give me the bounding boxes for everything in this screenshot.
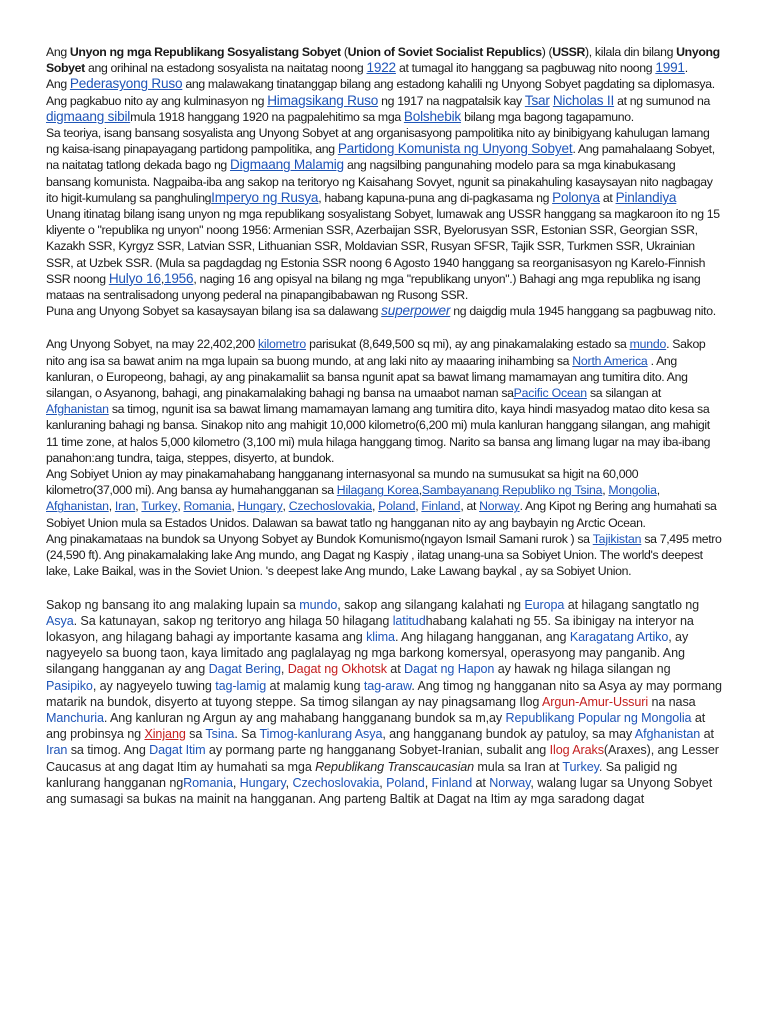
link-manchuria[interactable]: Manchuria: [46, 710, 104, 725]
text: ,: [372, 499, 379, 514]
link-dagat-ng-okhotsk[interactable]: Dagat ng Okhotsk: [287, 662, 387, 677]
paragraph-geography: [46, 336, 722, 466]
link-mundo[interactable]: mundo: [629, 337, 667, 352]
text: , habang kapuna-puna ang di-pagkasama ng: [318, 190, 553, 205]
link-poland[interactable]: Poland: [386, 775, 425, 790]
link-digmaang-sibil[interactable]: digmaang sibil: [46, 108, 131, 124]
link-himagsikang-ruso[interactable]: Himagsikang Ruso: [267, 92, 379, 108]
link-polonya[interactable]: Polonya: [552, 189, 600, 205]
link-czechoslovakia[interactable]: Czechoslovakia: [288, 499, 373, 514]
link-tsar[interactable]: Tsar: [524, 92, 550, 108]
text: ,: [379, 775, 387, 790]
link-superpower[interactable]: superpower: [381, 303, 451, 319]
link-bolshebik[interactable]: Bolshebik: [403, 108, 462, 124]
italic-term: Republikang Transcaucasian: [315, 759, 475, 774]
text: habang kalahati ng 55. Sa ibinigay na interyor na lokasyon, ang hilagang bahagi ay importante kasama ang: [46, 613, 694, 644]
link-asya[interactable]: Asya: [46, 613, 74, 628]
text: ,: [160, 271, 164, 286]
text: sa silangan at: [586, 386, 661, 401]
text: , walang lugar sa Unyong Sobyet ang sumasagi sa bukas na mainit na hangganan. Ang parteng Baltik at Dagat na Itim ay mga saradong dagat: [46, 775, 713, 806]
document-page: [46, 44, 722, 807]
paragraph-successor: [46, 76, 722, 125]
text: ,: [108, 499, 115, 514]
text: sa timog. Ang: [67, 743, 150, 758]
link-romania[interactable]: Romania: [183, 499, 232, 514]
link-latitud[interactable]: latitud: [392, 613, 426, 628]
text: ng daigdig mula 1945 hanggang sa pagbuwag nito.: [450, 304, 716, 319]
text: at tumagal ito hanggang sa pagbuwag nito noong: [395, 61, 656, 76]
link-kilometro[interactable]: kilometro: [257, 337, 307, 352]
link-timog-kanlurang-asya[interactable]: Timog-kanlurang Asya: [259, 727, 383, 742]
text: ,: [282, 499, 289, 514]
text: . Ang pamahalaang Sobyet, na naitatag tatlong dekada bago ng: [46, 142, 715, 173]
link-czechoslovakia[interactable]: Czechoslovakia: [292, 775, 380, 790]
text: . Sa: [234, 727, 260, 742]
link-imperyo-ng-rusya[interactable]: Imperyo ng Rusya: [211, 189, 319, 205]
text: , ang hangganang bundok ay patuloy, sa may: [382, 727, 635, 742]
link-hungary[interactable]: Hungary: [237, 499, 283, 514]
text: sa timog, ngunit isa sa bawat limang mamamayan lamang ang tumitira dito, kaya hindi masyadog matao dito kesa sa kanluraning bahagi ng bansa. Sinakop nito ang mahigit 10,000 kilometro(6,200 mi) mula kanluran hanggang silangan, ang mahigit 11 time zone, at halos 5,000 kilometro (3,100 mi) mula hilaga hanggang timog. Narito sa bansa ang limang lugar na may iba-ibang panahon:ang tundra, taiga, steppes, disyerto, at bundok.: [46, 402, 711, 465]
text: Puna ang Unyong Sobyet sa kasaysayan bilang isa sa dalawang: [46, 304, 382, 319]
link-poland[interactable]: Poland: [378, 499, 416, 514]
link-pederasyong-ruso[interactable]: Pederasyong Ruso: [69, 76, 183, 92]
link-partidong-komunista[interactable]: Partidong Komunista ng Unyong Sobyet: [337, 141, 573, 157]
paragraph-intro: [46, 44, 722, 76]
link-digmaang-malamig[interactable]: Digmaang Malamig: [229, 157, 344, 173]
link-hilagang-korea[interactable]: Hilagang Korea: [336, 483, 419, 498]
paragraph-gap: [46, 580, 722, 597]
link-tag-lamig[interactable]: tag-lamig: [215, 678, 267, 693]
text: (Araxes), ang Lesser Caucasus at ang dagat Itim ay humahati sa mga: [46, 743, 719, 774]
text: , naging 16 ang opisyal na bilang ng mga "republikang unyon".) Bahagi ang mga republika ng isang mataas na sentralisadong unyong pederal na pinapangibabawan ng Rusong SSR.: [46, 271, 701, 303]
link-tsina[interactable]: Sambayanang Republiko ng Tsina: [421, 483, 603, 498]
text: . Ang kanluran, o Europeong, bahagi, ay ang pinakamaliit sa bansa ngunit apat sa bawat limang mamamayan ang tumitira dito. Ang silangan, o Asyanong, bahagi, ang pinakamalaking bahagi ng bansa na umaabot naman sa: [46, 353, 688, 401]
text: ,: [602, 483, 609, 498]
text: , at: [460, 499, 480, 514]
text: . Ang timog ng hangganan nito sa Asya ay may pormang matarik na bundok, disyerto at tuyong steppe. Sa timog silangan ay nay pinagsamang Ilog: [46, 678, 722, 709]
text: ang orihinal na estadong sosyalista na naitatag noong: [84, 61, 367, 76]
link-turkey[interactable]: Turkey: [562, 759, 599, 774]
paragraph-mountains-lakes: [46, 531, 722, 580]
text: Ang pinakamataas na bundok sa Unyong Sobyet ay Bundok Komunismo(ngayon Ismail Samani rurok ) sa: [46, 531, 593, 546]
link-finland[interactable]: Finland: [421, 499, 461, 514]
text: sa 7,495 metro (24,590 ft). Ang pinakamalaking lake Ang mundo, ang Dagat ng Kaspiy , ilatag unang-una sa Sobiyet Union. The world's deepest lake, Lake Baikal, was in the Soviet Union. 's deepest lake Ang mundo, Lake Lawang baykal , ay sa Sobiyet Union.: [46, 531, 722, 579]
bold-term: Unyon ng mga Republikang Sosyalistang Sobyet: [69, 45, 341, 59]
link-mundo[interactable]: mundo: [299, 597, 338, 612]
text: at: [700, 727, 714, 742]
link-ilog-araks[interactable]: Ilog Araks: [549, 743, 604, 758]
link-iran[interactable]: Iran: [46, 743, 68, 758]
paragraph-borders: [46, 466, 722, 531]
text: na nasa: [648, 694, 696, 709]
paragraph-superpower: [46, 303, 722, 319]
link-norway[interactable]: Norway: [489, 775, 531, 790]
link-mongolia[interactable]: Mongolia: [608, 483, 657, 498]
text: Ang: [46, 77, 70, 92]
link-klima[interactable]: klima: [366, 629, 395, 644]
link-romania[interactable]: Romania: [183, 775, 233, 790]
link-xinjang[interactable]: Xinjang: [144, 727, 186, 742]
text: ang malawakang tinatanggap bilang ang estadong kahalili ng Unyong Sobyet pagdating sa diplomasya. Ang pagkabuo nito ay ang kulminasyon ng: [46, 77, 715, 108]
text: , sakop ang silangang kalahati ng: [337, 597, 525, 612]
link-republikang-popular-ng-mongolia[interactable]: Republikang Popular ng Mongolia: [505, 710, 692, 725]
text: Ang Sobiyet Union ay may pinakamahabang hangganang internasyonal sa mundo na sumusukat sa higit na 60,000 kilometro(37,000 mi). Ang bansa ay humahangganan sa: [46, 467, 639, 498]
text: ,: [418, 483, 422, 498]
link-hulyo-16[interactable]: Hulyo 16: [108, 270, 161, 286]
text: ay hawak ng hilaga silangan ng: [494, 662, 671, 677]
link-turkey[interactable]: Turkey: [141, 499, 178, 514]
text: at ng sumunod na: [614, 93, 710, 108]
bold-term: Unyong Sobyet: [46, 45, 720, 76]
text: ay pormang parte ng hangganang Sobyet-Iranian, subalit ang: [205, 743, 550, 758]
link-hungary[interactable]: Hungary: [239, 775, 286, 790]
text: .: [684, 61, 688, 76]
text: at: [472, 775, 490, 790]
link-north-america[interactable]: North America: [572, 353, 648, 368]
link-dagat-ng-hapon[interactable]: Dagat ng Hapon: [404, 662, 495, 677]
link-europa[interactable]: Europa: [524, 597, 565, 612]
text: ,: [656, 483, 660, 498]
text: . Ang kanluran ng Argun ay ang mahabang hangganang bundok sa m,ay: [103, 710, 506, 725]
link-finland[interactable]: Finland: [431, 775, 473, 790]
paragraph-gap: [46, 319, 722, 336]
text: , ay nagyeyelo sa buong taon, kaya limitado ang paglalayag ng mga barkong komersyal, operasyong may panganib. Ang silangang hangganan ay ang: [46, 629, 689, 677]
text: ,: [280, 662, 288, 677]
text: Sakop ng bansang ito ang malaking lupain sa: [46, 597, 300, 612]
paragraph-theory: [46, 125, 722, 206]
link-afghanistan[interactable]: Afghanistan: [46, 499, 109, 514]
link-tag-araw[interactable]: tag-araw: [363, 678, 412, 693]
text: Ang Unyong Sobyet, na may 22,402,200: [46, 337, 258, 352]
text: . Ang Kipot ng Bering ang humahati sa Sobiyet Union mula sa Estados Unidos. Dalawan sa bawat tatlo ng hangganan nito ay ang baybayin ng Arctic Ocean.: [46, 499, 717, 530]
text: , ay nagyeyelo tuwing: [92, 678, 216, 693]
text: sa: [185, 727, 206, 742]
text: . Sa paligid ng kanlurang hangganan ng: [46, 759, 678, 790]
link-afghanistan[interactable]: Afghanistan: [634, 727, 701, 742]
text: ,: [135, 499, 142, 514]
text: (: [340, 45, 348, 59]
link-nicholas-ii[interactable]: Nicholas II: [552, 92, 615, 108]
link-dagat-itim[interactable]: Dagat Itim: [149, 743, 206, 758]
text: at: [599, 190, 616, 205]
text: parisukat (8,649,500 sq mi), ay ang pinakamalaking estado sa: [306, 337, 630, 352]
link-iran[interactable]: Iran: [114, 499, 136, 514]
text: ng 1917 na nagpatalsik kay: [378, 93, 525, 108]
text: ,: [231, 499, 238, 514]
text: ), kilala din bilang: [585, 45, 677, 59]
text: . Ang hilagang hangganan, ang: [394, 629, 570, 644]
text: Ang: [46, 45, 70, 59]
link-1991[interactable]: 1991: [655, 60, 685, 76]
text: ,: [285, 775, 293, 790]
text: ,: [177, 499, 184, 514]
text: ) (: [541, 45, 553, 59]
text: Sa teoriya, isang bansang sosyalista ang Unyong Sobyet at ang organisasyong pampolitika nito ay binibigyang kahulugan lamang ng kaisa-isang pinapayagang partidong pampolitika, ang: [46, 126, 710, 157]
text: bilang mga bagong tagapamuno.: [461, 109, 634, 124]
link-karagatang-artiko[interactable]: Karagatang Artiko: [569, 629, 669, 644]
link-tajikistan[interactable]: Tajikistan: [592, 531, 642, 546]
link-pinlandiya[interactable]: Pinlandiya: [615, 189, 677, 205]
text: at: [386, 662, 405, 677]
text: at ang probinsya ng: [46, 710, 706, 742]
text: at malamig kung: [266, 678, 364, 693]
text: Unang itinatag bilang isang unyon ng mga republikang sosyalistang Sobyet, lumawak ang USSR hanggang sa magkaroon ito ng 15 kliyente o "republika ng unyon" noong 1956: Armenian SSR, Azerbaijan SSR, Byelorusyan SSR, Estonian SSR, Georgian SSR, Kazakh SSR, Kyrgyz SSR, Latvian SSR, Lithuanian SSR, Moldavian SSR, Rusyan SFSR, Tajik SSR, Turkmen SSR, Ukrainian SSR, at Uzbek SSR. (Mula sa pagdagdag ng Estonia SSR noong 6 Agosto 1940 hanggang sa reorganisasyon ng Karelo-Finnish SSR noong: [46, 207, 720, 286]
text: mula 1918 hanggang 1920 na pagpalehitimo sa mga: [130, 109, 404, 124]
text: mula sa Iran at: [474, 759, 563, 774]
bold-term: Union of Soviet Socialist Republics: [347, 45, 542, 59]
text: ,: [424, 775, 432, 790]
link-1922[interactable]: 1922: [366, 60, 396, 76]
text: . Sakop nito ang isa sa bawat anim na mga lupain sa buong mundo, at ang laki nito ay maaaring inihambing sa: [46, 337, 706, 368]
text: . Sa katunayan, sakop ng teritoryo ang hilaga 50 hilagang: [73, 613, 393, 628]
text: ang nagsilbing pangunahing modelo para sa mga kinabukasang bansang komunista. Nagpaiba-iba ang sakop na teritoryo ng Kaisahang Sovyet, ngunit sa pinakahuling kasaysayan nito nagbagay ito higit-kumulang sa panghuling: [46, 158, 713, 205]
link-norway[interactable]: Norway: [479, 499, 520, 514]
paragraph-territory: [46, 597, 722, 808]
bold-term: USSR: [552, 45, 586, 59]
link-tsina[interactable]: Tsina: [205, 727, 235, 742]
text: at hilagang sangtatlo ng: [564, 597, 700, 612]
text: ,: [415, 499, 422, 514]
link-dagat-bering[interactable]: Dagat Bering: [208, 662, 281, 677]
paragraph-republics: [46, 206, 722, 303]
link-pasipiko[interactable]: Pasipiko: [46, 678, 93, 693]
link-argun-amur-ussuri[interactable]: Argun-Amur-Ussuri: [541, 694, 649, 709]
link-pacific-ocean[interactable]: Pacific Ocean: [513, 386, 587, 401]
link-afghanistan[interactable]: Afghanistan: [46, 402, 109, 417]
text: ,: [232, 775, 240, 790]
link-1956[interactable]: 1956: [163, 270, 194, 286]
